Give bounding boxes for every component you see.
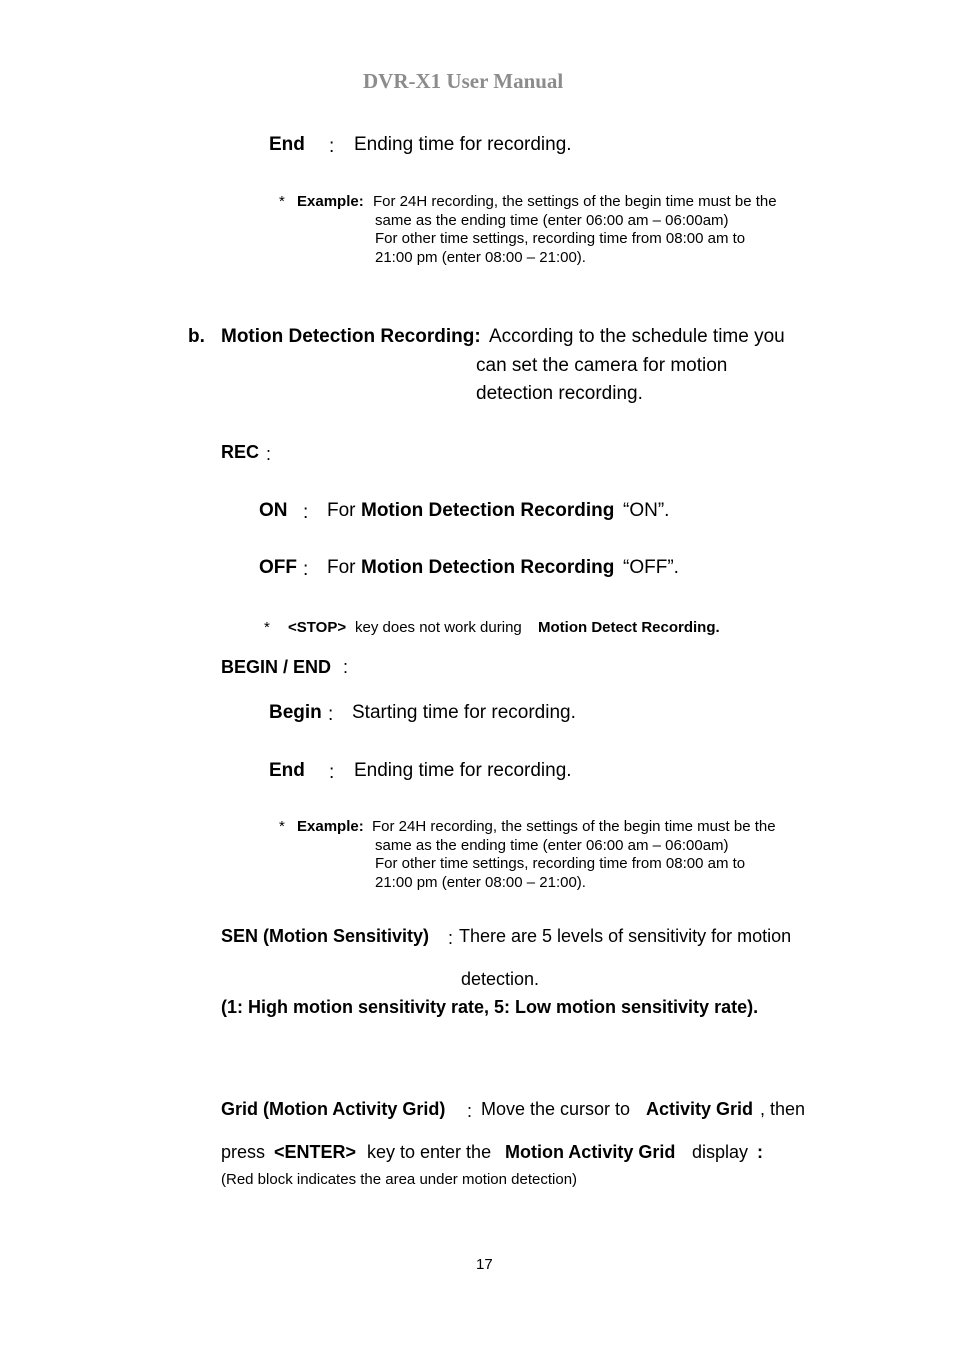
- on-bold-term: Motion Detection Recording: [361, 500, 615, 521]
- example-line-3: For other time settings, recording time from 08:00 am to: [375, 230, 746, 247]
- section-description-line-2: can set the camera for motion: [476, 355, 728, 376]
- grid-line2-mid: key to enter the: [367, 1142, 492, 1162]
- off-label: OFF: [259, 557, 297, 578]
- example-line-1: For 24H recording, the settings of the begin time must be the: [373, 193, 777, 210]
- stop-note-bold: Motion Detect Recording.: [538, 619, 720, 636]
- example-line-1: For 24H recording, the settings of the begin time must be the: [372, 818, 776, 835]
- example-line-4: 21:00 pm (enter 08:00 – 21:00).: [375, 874, 586, 891]
- section-description-line-1: According to the schedule time you: [489, 326, 785, 347]
- grid-label: Grid (Motion Activity Grid): [221, 1099, 446, 1119]
- section-title: Motion Detection Recording:: [221, 326, 481, 347]
- on-label: ON: [259, 500, 288, 521]
- begin-end-label: BEGIN / END: [221, 657, 332, 677]
- end-description-2: Ending time for recording.: [354, 760, 572, 781]
- on-value: “ON”.: [623, 500, 670, 521]
- grid-enter-key: <ENTER>: [274, 1142, 357, 1162]
- rec-separator: :: [266, 444, 272, 464]
- grid-bold-activity-grid: Activity Grid: [646, 1099, 754, 1119]
- end-description: Ending time for recording.: [354, 134, 572, 155]
- example-asterisk: *: [279, 193, 285, 210]
- on-prefix: For: [327, 500, 356, 521]
- sen-range-note: (1: High motion sensitivity rate, 5: Low motion sensitivity rate).: [221, 997, 759, 1017]
- grid-separator: :: [467, 1101, 473, 1121]
- section-letter: b.: [188, 326, 205, 347]
- on-separator: :: [303, 502, 309, 523]
- example-asterisk: *: [279, 818, 285, 835]
- example-line-2: same as the ending time (enter 06:00 am – 06:00am): [375, 837, 729, 854]
- rec-label: REC: [221, 442, 260, 462]
- grid-text-prefix: Move the cursor to: [481, 1099, 631, 1119]
- sen-label: SEN (Motion Sensitivity): [221, 926, 430, 946]
- page-header-title: DVR-X1 User Manual: [363, 69, 564, 93]
- end-label: End: [269, 134, 305, 155]
- example-line-4: 21:00 pm (enter 08:00 – 21:00).: [375, 249, 586, 266]
- example-label: Example:: [297, 193, 364, 210]
- end-separator-2: :: [329, 762, 335, 783]
- off-separator: :: [303, 559, 309, 580]
- begin-end-separator: :: [343, 657, 349, 677]
- sen-separator: :: [448, 928, 454, 948]
- example-label: Example:: [297, 818, 364, 835]
- end-separator: :: [329, 136, 335, 157]
- sen-description: There are 5 levels of sensitivity for motion: [459, 926, 792, 946]
- begin-description: Starting time for recording.: [352, 702, 576, 723]
- end-label-2: End: [269, 760, 305, 781]
- grid-line2-prefix: press: [221, 1142, 266, 1162]
- grid-line2-suffix: display: [692, 1142, 749, 1162]
- page-number: 17: [476, 1256, 493, 1273]
- begin-separator: :: [328, 704, 334, 725]
- stop-note-text: key does not work during: [355, 619, 522, 636]
- example-line-2: same as the ending time (enter 06:00 am – 06:00am): [375, 212, 729, 229]
- grid-note: (Red block indicates the area under motion detection): [221, 1171, 578, 1188]
- off-bold-term: Motion Detection Recording: [361, 557, 615, 578]
- off-prefix: For: [327, 557, 356, 578]
- grid-bold-motion-activity-grid: Motion Activity Grid: [505, 1142, 676, 1162]
- begin-label: Begin: [269, 702, 322, 723]
- stop-asterisk: *: [264, 619, 270, 636]
- stop-key: <STOP>: [288, 619, 347, 636]
- example-line-3: For other time settings, recording time from 08:00 am to: [375, 855, 746, 872]
- section-description-line-3: detection recording.: [476, 383, 643, 404]
- off-value: “OFF”.: [623, 557, 679, 578]
- grid-colon: :: [757, 1142, 763, 1162]
- grid-text-then: , then: [760, 1099, 806, 1119]
- sen-description-line-2: detection.: [461, 969, 540, 989]
